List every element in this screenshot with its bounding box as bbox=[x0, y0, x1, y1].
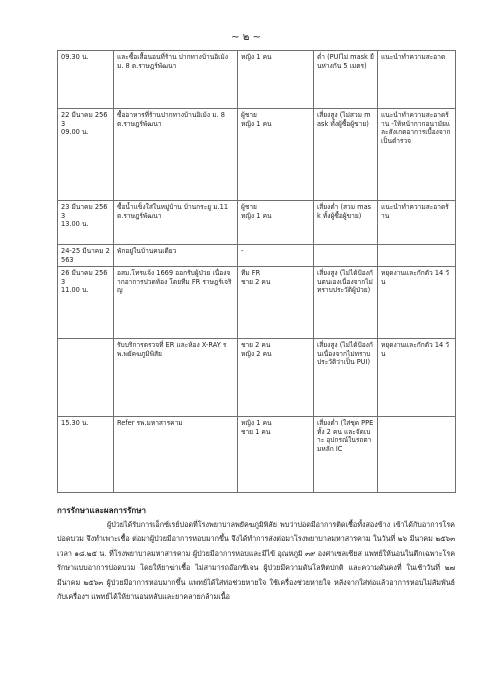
action-cell bbox=[378, 245, 456, 267]
risk-cell: เสี่ยงต่ำ (สวม mask ทั้งผู้ซื้อผู้ขาย) bbox=[314, 201, 378, 245]
contacts-cell: ผู้ชาย หญิง 1 คน bbox=[238, 109, 314, 201]
action-cell bbox=[378, 417, 456, 493]
table-row bbox=[58, 201, 456, 245]
date-cell: 24-25 มีนาคม 2563 bbox=[58, 245, 114, 267]
contacts-cell: หญิง 1 คน ชาย 1 คน bbox=[238, 417, 314, 493]
place-cell: อสม.โทรแจ้ง 1669 ออกรับผู้ป่วย เนื่องจากอาการปวดท้อง โดยทีม FR ราษฎร์เจริญ bbox=[114, 267, 238, 339]
contacts-cell: หญิง 1 คน bbox=[238, 51, 314, 109]
date-cell: 09.30 น. bbox=[58, 51, 114, 109]
place-cell: และซื้อเสื้อนอนที่ร้าน ปากทางบ้านอิเม้ง ม. 8 ต.ราษฎร์พัฒนา bbox=[114, 51, 238, 109]
contacts-cell: ชาย 2 คน หญิง 2 คน bbox=[238, 339, 314, 417]
table-row bbox=[58, 245, 456, 267]
timeline-table bbox=[57, 50, 456, 493]
table-row bbox=[58, 51, 456, 109]
risk-cell: ต่ำ (PUIไม่ mask ยืนห่างกัน 5 เมตร) bbox=[314, 51, 378, 109]
risk-cell bbox=[314, 245, 378, 267]
section-title: การรักษาและผลการรักษา bbox=[57, 506, 147, 515]
action-cell: แนะนำทำความสะอาดร้าน bbox=[378, 201, 456, 245]
risk-cell: เสี่ยงต่ำ (ใส่ชุด PPE ทั้ง 2 คน และจัดเบาะ อุปกรณ์ในรถตามหลัก IC bbox=[314, 417, 378, 493]
date-cell: 15.30 น. bbox=[58, 417, 114, 493]
date-cell: 26 มีนาคม 2563 11.00 น. bbox=[58, 267, 114, 339]
place-cell: พักอยู่ในบ้านคนเดียว bbox=[114, 245, 238, 267]
risk-cell: เสี่ยงสูง (ไม่ได้ป้องกันเนื่องจากไม่ทราบประวัติว่าเป็น PUI) bbox=[314, 339, 378, 417]
date-cell: 23 มีนาคม 2563 13.00 น. bbox=[58, 201, 114, 245]
table-row bbox=[58, 417, 456, 493]
place-cell: ซื้ออาหารที่ร้านปากทางบ้านอิเม้ง ม. 8 ต.ราษฎร์พัฒนา bbox=[114, 109, 238, 201]
action-cell: หยุดงานและกักตัว 14 วัน bbox=[378, 339, 456, 417]
action-cell: หยุดงานและกักตัว 14 วัน bbox=[378, 267, 456, 339]
risk-cell: เสี่ยงสูง (ไม่สวม mask ทั้งผู้ซื้อผู้ขาย) bbox=[314, 109, 378, 201]
table-row bbox=[58, 267, 456, 339]
risk-cell: เสี่ยงสูง (ไม่ได้ป้องกันตนเองเนื่องจากไม่ทราบประวัติผู้ป่วย) bbox=[314, 267, 378, 339]
date-cell: 22 มีนาคม 2563 09.00 น. bbox=[58, 109, 114, 201]
place-cell: Refer รพ.มหาสารคาม bbox=[114, 417, 238, 493]
contacts-cell: ทีม FR ชาย 2 คน bbox=[238, 267, 314, 339]
contacts-cell: ผู้ชาย หญิง 1 คน bbox=[238, 201, 314, 245]
action-cell: แนะนำทำความสะอาดร้าน -ให้หน้ากากอนามัยและสังเกตอาการเบื้องจากเป็นตำรวจ bbox=[378, 109, 456, 201]
action-cell: แนะนำทำความสะอาด bbox=[378, 51, 456, 109]
table-row bbox=[58, 339, 456, 417]
place-cell: รับบริการตรวจที่ ER และห้อง X-RAY รพ.พยัคฆภูมิพิสัย bbox=[114, 339, 238, 417]
contacts-cell: - bbox=[238, 245, 314, 267]
place-cell: ซื้อน้ำแข็งใส่ในหมู่บ้าน บ้านกระยู ม.11 ต.ราษฎร์พัฒนา bbox=[114, 201, 238, 245]
treatment-paragraph bbox=[57, 518, 455, 604]
table-row bbox=[58, 109, 456, 201]
page-number: ~ ๒ ~ bbox=[231, 32, 261, 43]
date-cell bbox=[58, 339, 114, 417]
paragraph-text: ผู้ป่วยได้รับการเอ็กซ์เรย์ปอดที่โรงพยาบาลพยัคฆภูมิพิสัย พบว่าปอดมีอาการติดเชื้อทั้งสองข้าง เข้าได้กับอาการโรค ปอดบวม จึงทำเพาะเชื้อ ต่อมาผู้ป่วยมีอาการหอบมากขึ้น จึงได้ทำการส่งต่อมาโรงพยาบาลมหาสารคาม ในวันที่ ๒๖ มีนาคม ๒๕๖๓ เวลา ๑๘.๒๕ น. ที่โรงพยาบาลมหาสารคาม ผู้ป่วยมีอาการหอบและมีไข้ อุณหภูมิ ๓๙ องศาเซลเซียส แพทย์ให้นอนในตึกเฉพาะโรค รักษาแบบอาการปอดบวม โดยให้ยาฆ่าเชื้อ ไม่สามารถอ๊อกซิเจน ผู้ป่วยมีความดันโลหิตปกติ และความดันคงที่ ในเช้าวันที่ ๒๗ มีนาคม ๒๕๖๓ ผู้ป่วยมีอาการหอบมากขึ้น แพทย์ได้ใส่ท่อช่วยหายใจ ใช้เครื่องช่วยหายใจ หลังจากใส่ท่อแล้วอาการหอบไม่สัมพันธ์กับเครื่องฯ แพทย์ได้ให้ยานอนหลับและยาคลายกล้ามเนื้อ bbox=[57, 520, 455, 602]
